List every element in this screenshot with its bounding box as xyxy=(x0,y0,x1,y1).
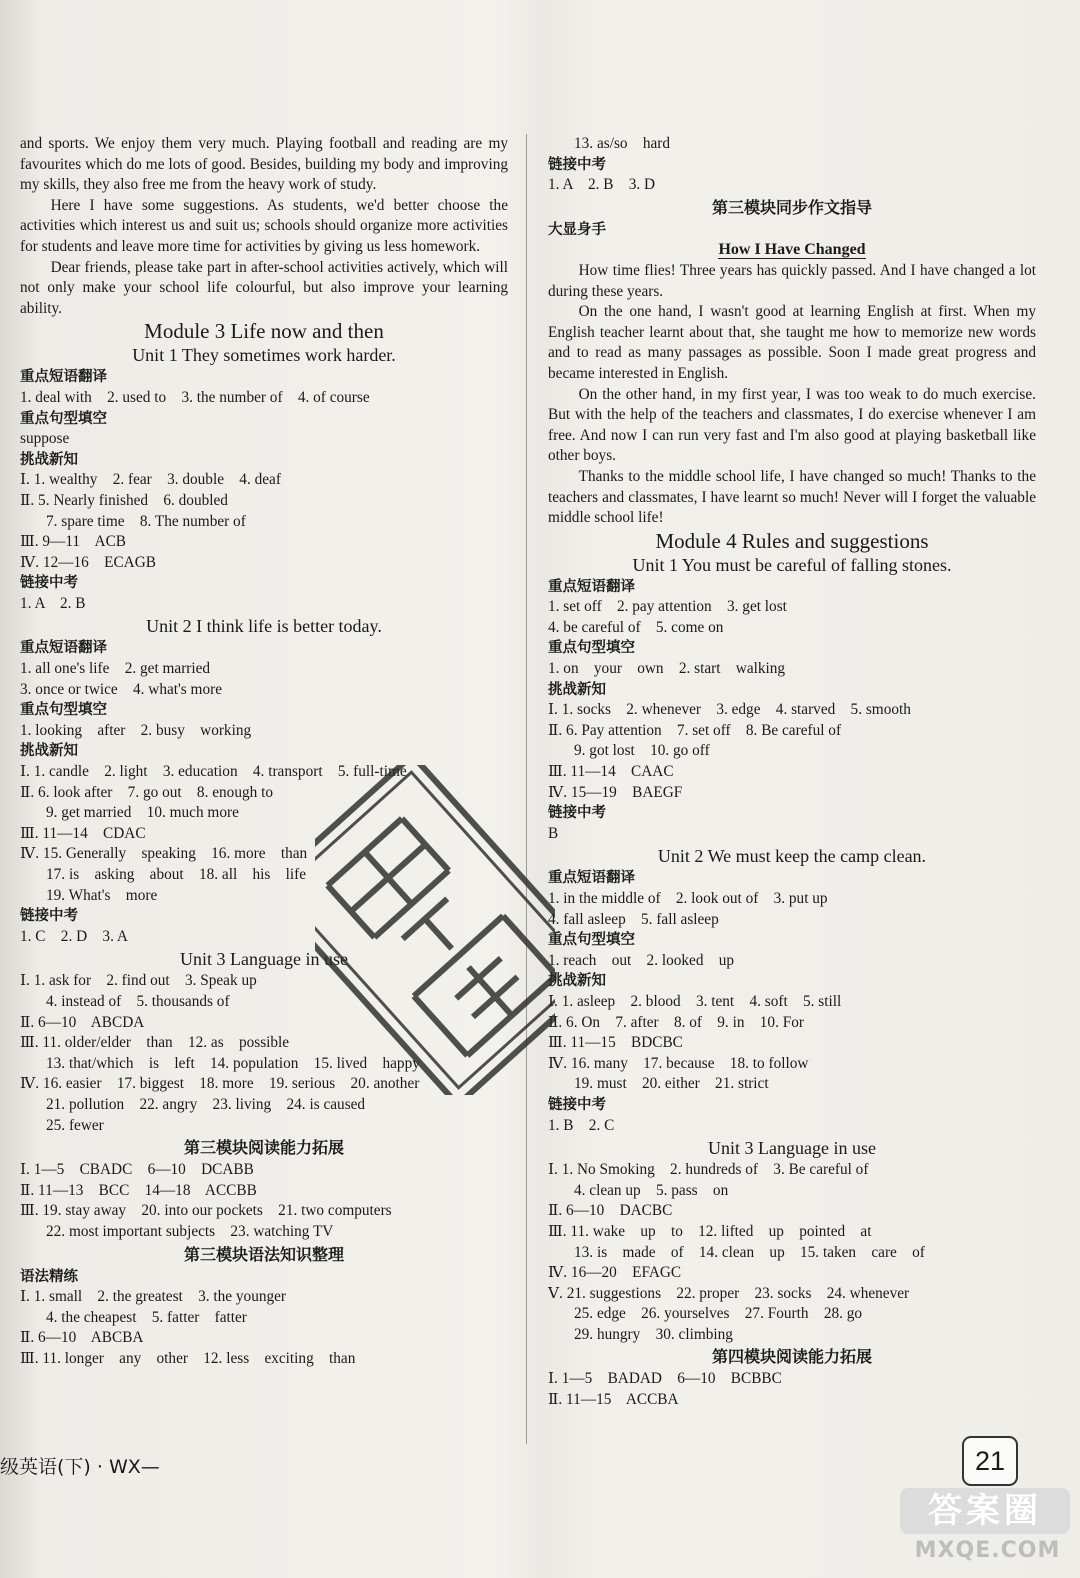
answer-line: 4. clean up 5. pass on xyxy=(574,1181,729,1199)
answer-line: Ⅳ. 15. Generally speaking 16. more than xyxy=(20,845,308,863)
answer-line: 25. fewer xyxy=(46,1116,104,1134)
answer-line: Ⅱ. 5. Nearly finished 6. doubled xyxy=(20,491,228,509)
answer-line: 1. reach out 2. looked up xyxy=(548,951,735,969)
paragraph: On the one hand, I wasn't good at learning English at first. When my English teacher learnt about that, she taught me how to memorize new words and to read as many passages as possible. Soon I made great progress and became interested in English. xyxy=(548,303,1036,382)
answer-line: Ⅰ. 1—5 CBADC 6—10 DCABB xyxy=(20,1161,254,1179)
answer-line: 13. as/so hard xyxy=(574,135,671,152)
answer-line: 9. got lost 10. go off xyxy=(574,742,710,760)
section-label: 链接中考 xyxy=(20,908,78,925)
answer-line: Ⅰ. 1. candle 2. light 3. education 4. transport 5. full-time xyxy=(20,763,407,781)
answer-line: Ⅳ. 16. easier 17. biggest 18. more 19. serious 20. another xyxy=(20,1075,420,1093)
answer-line: 21. pollution 22. angry 23. living 24. is caused xyxy=(46,1095,366,1113)
answer-line: 19. must 20. either 21. strict xyxy=(574,1075,769,1093)
watermark-badge: 答案圈 xyxy=(900,1488,1070,1534)
answer-line: Ⅰ. 1. ask for 2. find out 3. Speak up xyxy=(20,972,257,990)
answer-line: 4. be careful of 5. come on xyxy=(548,618,724,636)
answer-line: 1. set off 2. pay attention 3. get lost xyxy=(548,598,787,616)
answer-line: Ⅱ. 11—15 ACCBA xyxy=(548,1391,679,1409)
answer-line: Ⅲ. 11. older/elder than 12. as possible xyxy=(20,1034,290,1052)
section-label: 挑战新知 xyxy=(20,451,78,468)
answer-line: B xyxy=(548,824,559,842)
answer-line: 1. all one's life 2. get married xyxy=(20,660,211,678)
footer-book-code: 级英语(下) · WX— xyxy=(0,1456,160,1478)
section-heading: 第三模块阅读能力拓展 xyxy=(183,1138,344,1158)
answer-line: 13. that/which is left 14. population 15. lived happy xyxy=(46,1054,420,1072)
answer-line: 1. deal with 2. used to 3. the number of 4. of course xyxy=(20,388,370,406)
page-number: 21 xyxy=(962,1436,1018,1486)
answer-line: 1. looking after 2. busy working xyxy=(20,721,252,739)
section-label: 重点短语翻译 xyxy=(548,870,635,887)
watermark-url: MXQE.COM xyxy=(914,1538,1061,1563)
section-label: 链接中考 xyxy=(20,575,78,592)
answer-line: 1. A 2. B 3. D xyxy=(548,176,656,194)
section-label: 重点短语翻译 xyxy=(20,369,107,386)
answer-line: 17. is asking about 18. all his life xyxy=(46,866,307,883)
answer-line: 13. is made of 14. clean up 15. taken care of xyxy=(574,1243,925,1261)
answer-line: suppose xyxy=(20,430,70,448)
unit-heading: Unit 1 You must be careful of falling stones. xyxy=(632,554,952,575)
answer-line: Ⅲ. 11—14 CAAC xyxy=(548,763,674,781)
paragraph: Thanks to the middle school life, I have changed so much! Thanks to the teachers and classmates, I have learnt so much! Never will I forget the valuable middle school life! xyxy=(548,467,1036,527)
section-label: 大显身手 xyxy=(548,221,606,238)
unit-heading: Unit 2 I think life is better today. xyxy=(146,616,382,637)
answer-line: Ⅱ. 6. look after 7. go out 8. enough to xyxy=(20,783,273,801)
answer-line: Ⅱ. 6. On 7. after 8. of 9. in 10. For xyxy=(548,1013,804,1031)
answer-line: 25. edge 26. yourselves 27. Fourth 28. go xyxy=(574,1305,863,1323)
answer-line: 7. spare time 8. The number of xyxy=(46,512,246,530)
answer-line: 19. What's more xyxy=(46,886,158,904)
section-label: 重点短语翻译 xyxy=(20,640,107,657)
answer-line: 4. instead of 5. thousands of xyxy=(46,992,230,1010)
answer-line: Ⅱ. 11—13 BCC 14—18 ACCBB xyxy=(20,1181,257,1199)
answer-line: Ⅲ. 19. stay away 20. into our pockets 21. two computers xyxy=(20,1202,392,1220)
section-label: 链接中考 xyxy=(548,1096,606,1113)
section-label: 挑战新知 xyxy=(548,973,606,990)
answer-line: Ⅲ. 11—14 CDAC xyxy=(20,824,146,842)
answer-line: 1. in the middle of 2. look out of 3. put up xyxy=(548,890,828,907)
right-column xyxy=(548,134,1036,1411)
answer-line: Ⅳ. 16—20 EFAGC xyxy=(548,1264,682,1282)
answer-line: 4. fall asleep 5. fall asleep xyxy=(548,910,719,928)
answer-line: Ⅰ. 1. socks 2. whenever 3. edge 4. starved 5. smooth xyxy=(548,701,911,719)
answer-line: 9. get married 10. much more xyxy=(46,804,239,822)
section-label: 挑战新知 xyxy=(20,743,78,760)
section-label: 重点短语翻译 xyxy=(548,578,635,595)
answer-line: Ⅰ. 1—5 BADAD 6—10 BCBBC xyxy=(548,1370,782,1388)
section-label: 重点句型填空 xyxy=(548,932,635,949)
answer-line: Ⅲ. 9—11 ACB xyxy=(20,533,126,551)
answer-line: Ⅰ. 1. small 2. the greatest 3. the younger xyxy=(20,1288,287,1306)
answer-line: Ⅱ. 6. Pay attention 7. set off 8. Be careful of xyxy=(548,721,842,739)
unit-heading: Unit 2 We must keep the camp clean. xyxy=(657,846,927,867)
essay-title-text: How I Have Changed xyxy=(718,241,866,259)
section-heading: 第三模块同步作文指导 xyxy=(711,197,872,217)
answer-line: 4. the cheapest 5. fatter fatter xyxy=(46,1308,247,1326)
paragraph: On the other hand, in my first year, I was too weak to do much exercise. But with the help of the teachers and classmates, I do exercise whenever I am free. And now I can run very fast and I'm also good at playing basketball like other boys. xyxy=(548,385,1036,465)
answer-line: 1. on your own 2. start walking xyxy=(548,660,786,678)
section-label: 重点句型填空 xyxy=(20,702,107,719)
answer-line: 1. B 2. C xyxy=(548,1116,615,1134)
answer-line: 22. most important subjects 23. watching TV xyxy=(46,1222,334,1240)
section-heading: 第四模块阅读能力拓展 xyxy=(711,1347,872,1367)
section-label: 语法精练 xyxy=(20,1268,78,1285)
module-heading: Module 4 Rules and suggestions xyxy=(655,528,929,553)
answer-line: Ⅱ. 6—10 DACBC xyxy=(548,1202,673,1220)
unit-heading: Unit 3 Language in use xyxy=(180,949,348,970)
left-column xyxy=(20,134,508,1369)
section-label: 链接中考 xyxy=(548,805,606,822)
paragraph: and sports. We enjoy them very much. Playing football and reading are my favourites which do me lots of good. Besides, building my body and improving my skills, they also free me from the heavy work of study. xyxy=(20,135,508,194)
answer-line: Ⅱ. 6—10 ABCBA xyxy=(20,1329,144,1347)
answer-line: Ⅲ. 11—15 BDCBC xyxy=(548,1034,683,1052)
essay-title xyxy=(548,240,1036,261)
answer-line: 29. hungry 30. climbing xyxy=(574,1325,733,1343)
answer-line: Ⅱ. 6—10 ABCDA xyxy=(20,1013,145,1031)
paragraph: How time flies! Three years has quickly passed. And I have changed a lot during these years. xyxy=(548,261,1036,300)
answer-line: 1. C 2. D 3. A xyxy=(20,927,128,945)
answer-line: Ⅳ. 16. many 17. because 18. to follow xyxy=(548,1054,809,1072)
section-label: 重点句型填空 xyxy=(548,640,635,657)
answer-line: 3. once or twice 4. what's more xyxy=(20,680,222,698)
paragraph: Here I have some suggestions. As students, we'd better choose the activities which interest us and suit us; schools should organize more activities for students and leave more time for activities by giving us less homework. xyxy=(20,196,508,255)
answer-line: Ⅰ. 1. asleep 2. blood 3. tent 4. soft 5. still xyxy=(548,992,842,1010)
answer-line: Ⅳ. 15—19 BAEGF xyxy=(548,783,683,801)
answer-line: Ⅳ. 12—16 ECAGB xyxy=(20,553,156,571)
stamp-seal xyxy=(315,765,555,1095)
answer-line: Ⅰ. 1. wealthy 2. fear 3. double 4. deaf xyxy=(20,471,281,489)
paragraph: Dear friends, please take part in after-school activities actively, which will not only make your school life colourful, but also improve your learning ability. xyxy=(20,258,508,317)
section-label: 链接中考 xyxy=(548,156,606,173)
unit-heading: Unit 3 Language in use xyxy=(708,1138,876,1159)
module-heading: Module 3 Life now and then xyxy=(144,319,384,344)
unit-heading: Unit 1 They sometimes work harder. xyxy=(132,345,396,366)
answer-line: Ⅰ. 1. No Smoking 2. hundreds of 3. Be careful of xyxy=(548,1161,869,1179)
section-heading: 第三模块语法知识整理 xyxy=(183,1244,344,1264)
answer-line: Ⅲ. 11. longer any other 12. less exciting than xyxy=(20,1349,356,1367)
section-label: 重点句型填空 xyxy=(20,410,107,427)
answer-line: 1. A 2. B xyxy=(20,594,86,612)
answer-line: Ⅴ. 21. suggestions 22. proper 23. socks 24. whenever xyxy=(548,1284,910,1302)
answer-line: Ⅲ. 11. wake up to 12. lifted up pointed at xyxy=(548,1222,872,1240)
section-label: 挑战新知 xyxy=(548,681,606,698)
